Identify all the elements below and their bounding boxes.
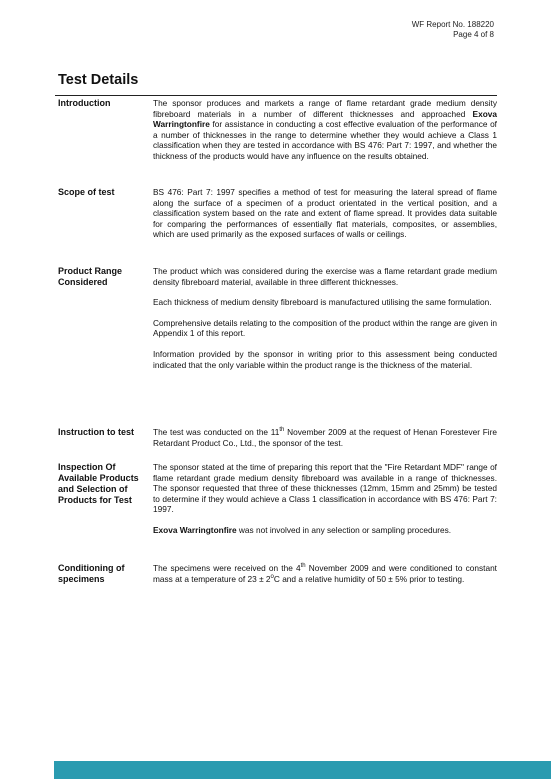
- text-run: The sponsor produces and markets a range of flame retardant grade medium density fibreboard materials in a number of different thicknesses and approached: [153, 98, 497, 119]
- section-label: Product Range Considered: [58, 266, 123, 287]
- brand-name: Exova: [153, 524, 178, 535]
- paragraph: Comprehensive details relating to the composition of the product within the range are given in Appendix 1 of this report.: [153, 317, 497, 339]
- paragraph: [153, 98, 497, 162]
- section-label: Conditioning of specimens: [58, 563, 125, 584]
- text-run: The specimens were received on the 4: [153, 563, 301, 573]
- paragraph: [153, 427, 497, 448]
- brand-name: Warringtonfire: [153, 119, 210, 130]
- footer-bar: [54, 761, 551, 779]
- section-body: [153, 563, 497, 584]
- paragraph: [153, 525, 497, 536]
- section-body: [153, 427, 497, 448]
- text-run: was not involved in any selection or sampling procedures.: [236, 524, 452, 535]
- text-run: The test was conducted on the 11: [153, 427, 280, 437]
- paragraph: [153, 563, 497, 584]
- section-body: [153, 266, 497, 370]
- section-body: [153, 98, 497, 162]
- text-run: November 2009 at the request of Henan Forestever Fire Retardant Product Co., Ltd., the sponsor of the test.: [153, 427, 497, 448]
- section-body: [153, 187, 497, 240]
- page-number: Page 4 of 8: [453, 30, 494, 39]
- section-label: Scope of test: [58, 187, 115, 197]
- text-run: November 2009 and were conditioned to constant mass at a temperature of 23 ± 2: [153, 563, 497, 584]
- text-run: C and a relative humidity of 50 ± 5% prior to testing.: [273, 573, 465, 584]
- page-header: [412, 20, 494, 40]
- brand-name: Exova: [472, 108, 497, 119]
- title-divider: [55, 95, 497, 96]
- section-label: Instruction to test: [58, 427, 134, 437]
- paragraph: Information provided by the sponsor in writing prior to this assessment being conducted indicated that the only variable within the product range is the thickness of the material.: [153, 348, 497, 370]
- text-run: for assistance in conducting a cost effective evaluation of the performance of a number of thicknesses in the range to determine whether they would achieve a Class 1 classification when they are tested in accordance with BS 476: Part 7: 1997, and whether the thickness of the products would have any influence on the results obtained.: [153, 119, 497, 161]
- superscript: th: [279, 427, 285, 434]
- section-label: Inspection Of Available Products and Selection of Products for Test: [58, 462, 139, 505]
- paragraph: The product which was considered during the exercise was a flame retardant grade medium density fibreboard material, available in three different thicknesses.: [153, 266, 497, 287]
- paragraph: Each thickness of medium density fibreboard is manufactured utilising the same formulation.: [153, 297, 492, 308]
- page-title: Test Details: [58, 72, 139, 88]
- report-number: WF Report No. 188220: [411, 20, 494, 29]
- section-label: Introduction: [58, 98, 111, 108]
- brand-name: Warringtonfire: [179, 524, 237, 535]
- superscript: o: [270, 573, 274, 580]
- superscript: th: [300, 563, 306, 570]
- paragraph: BS 476: Part 7: 1997 specifies a method of test for measuring the lateral spread of flame along the surface of a specimen of a product orientated in the vertical position, and a classification system based on the rate and extent of flame spread. It provides data suitable for comparing the performances of essentially flat materials, composites, or assemblies, which are used primarily as the exposed surfaces of walls or ceilings.: [153, 187, 497, 240]
- paragraph: The sponsor stated at the time of preparing this report that the "Fire Retardant MDF" range of flame retardant grade medium density fibreboard was available in a range of thicknesses. The sponsor requested that three of these thicknesses (12mm, 15mm and 25mm) be tested to determine if they would achieve a Class 1 classification in accordance with BS 476: Part 7: 1997.: [153, 462, 497, 515]
- section-body: [153, 462, 497, 536]
